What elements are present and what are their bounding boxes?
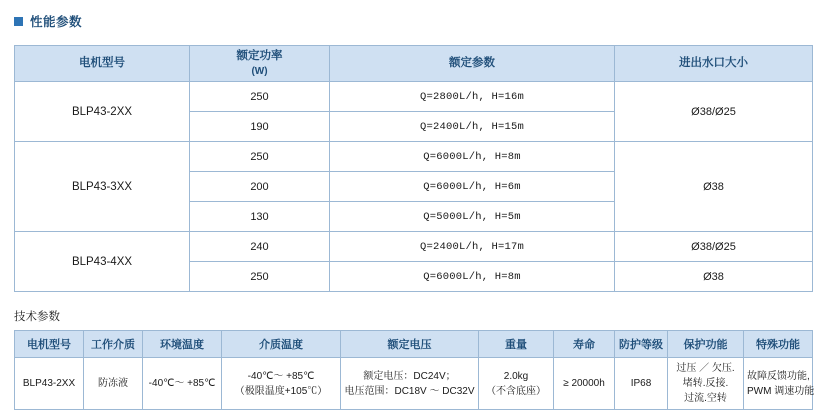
cell-param: Q=6000L/h, H=6m (330, 172, 615, 202)
col-header-special-function: 特殊功能 (744, 331, 813, 358)
col-header-life: 寿命 (554, 331, 615, 358)
col-header-medium-temp: 介质温度 (222, 331, 341, 358)
cell-model: BLP43-2XX (15, 358, 84, 410)
cell-weight-line2: （不含底座） (486, 385, 546, 397)
table-row (15, 142, 813, 172)
cell-param: Q=5000L/h, H=5m (330, 202, 615, 232)
table-row (15, 358, 813, 410)
cell-model: BLP43-3XX (15, 142, 190, 232)
cell-param: Q=2800L/h, H=16m (330, 82, 615, 112)
col-header-power (190, 46, 330, 82)
cell-power: 250 (190, 262, 330, 292)
cell-medium: 防冻液 (84, 358, 143, 410)
cell-power: 200 (190, 172, 330, 202)
cell-protection-function-line2: 堵转.反接. (682, 378, 729, 390)
col-header-weight: 重量 (479, 331, 554, 358)
tech-table-head (15, 331, 813, 358)
cell-protection-function-line3: 过流.空转 (684, 393, 727, 405)
cell-param: Q=2400L/h, H=17m (330, 232, 615, 262)
cell-ambient-temp: -40℃～ +85℃ (143, 358, 222, 410)
cell-weight-line1: 2.0kg (503, 370, 529, 382)
cell-protection-function (668, 358, 744, 410)
cell-power: 130 (190, 202, 330, 232)
col-header-port (615, 46, 813, 82)
performance-table-body (15, 82, 813, 292)
col-header-power-label: 额定功率 (236, 50, 283, 62)
col-header-protection-function: 保护功能 (668, 331, 744, 358)
tech-table (14, 330, 813, 410)
section-marker-icon (14, 17, 23, 26)
cell-port: Ø38/Ø25 (615, 232, 813, 262)
cell-param: Q=6000L/h, H=8m (330, 262, 615, 292)
cell-special-function-line2: PWM 调速功能 (747, 385, 815, 397)
cell-voltage-line1: 额定电压：DC24V； (363, 370, 456, 382)
table-header-row (15, 331, 813, 358)
cell-life: ≥ 20000h (554, 358, 615, 410)
performance-table (14, 45, 813, 292)
cell-medium-temp-line1: -40℃～ +85℃ (247, 370, 315, 382)
cell-power: 240 (190, 232, 330, 262)
performance-table-container (14, 45, 813, 292)
tech-table-container (14, 330, 813, 410)
col-header-model: 电机型号 (15, 331, 84, 358)
col-header-params-label: 额定参数 (449, 56, 495, 69)
col-header-model-label: 电机型号 (79, 56, 125, 69)
performance-table-head (15, 46, 813, 82)
cell-medium-temp (222, 358, 341, 410)
page-title: 性能参数 (30, 15, 83, 29)
cell-voltage (341, 358, 479, 410)
cell-port: Ø38 (615, 142, 813, 232)
cell-model: BLP43-2XX (15, 82, 190, 142)
cell-param: Q=2400L/h, H=15m (330, 112, 615, 142)
tech-table-body (15, 358, 813, 410)
table-row (15, 82, 813, 112)
cell-param: Q=6000L/h, H=8m (330, 142, 615, 172)
table-row (15, 232, 813, 262)
col-header-port-label: 进出水口大小 (679, 56, 748, 69)
cell-weight (479, 358, 554, 410)
cell-port: Ø38 (615, 262, 813, 292)
col-header-protection-class: 防护等级 (615, 331, 668, 358)
col-header-params (330, 46, 615, 82)
cell-protection-function-line1: 过压 ／ 欠压. (676, 363, 735, 375)
cell-medium-temp-line2: （极限温度+105℃） (234, 385, 328, 397)
table-header-row (15, 46, 813, 82)
cell-port: Ø38/Ø25 (615, 82, 813, 142)
col-header-medium: 工作介质 (84, 331, 143, 358)
col-header-model (15, 46, 190, 82)
tech-spec-label: 技术参数 (14, 311, 60, 324)
cell-power: 250 (190, 82, 330, 112)
section-heading (0, 0, 827, 32)
cell-voltage-line2: 电压范围：DC18V ～ DC32V (344, 385, 475, 397)
cell-special-function-line1: 故障反馈功能, (747, 370, 810, 382)
cell-special-function (744, 358, 813, 410)
col-header-power-unit: (W) (251, 65, 268, 77)
cell-power: 250 (190, 142, 330, 172)
cell-model: BLP43-4XX (15, 232, 190, 292)
cell-power: 190 (190, 112, 330, 142)
col-header-voltage: 额定电压 (341, 331, 479, 358)
col-header-ambient-temp: 环境温度 (143, 331, 222, 358)
cell-protection-class: IP68 (615, 358, 668, 410)
